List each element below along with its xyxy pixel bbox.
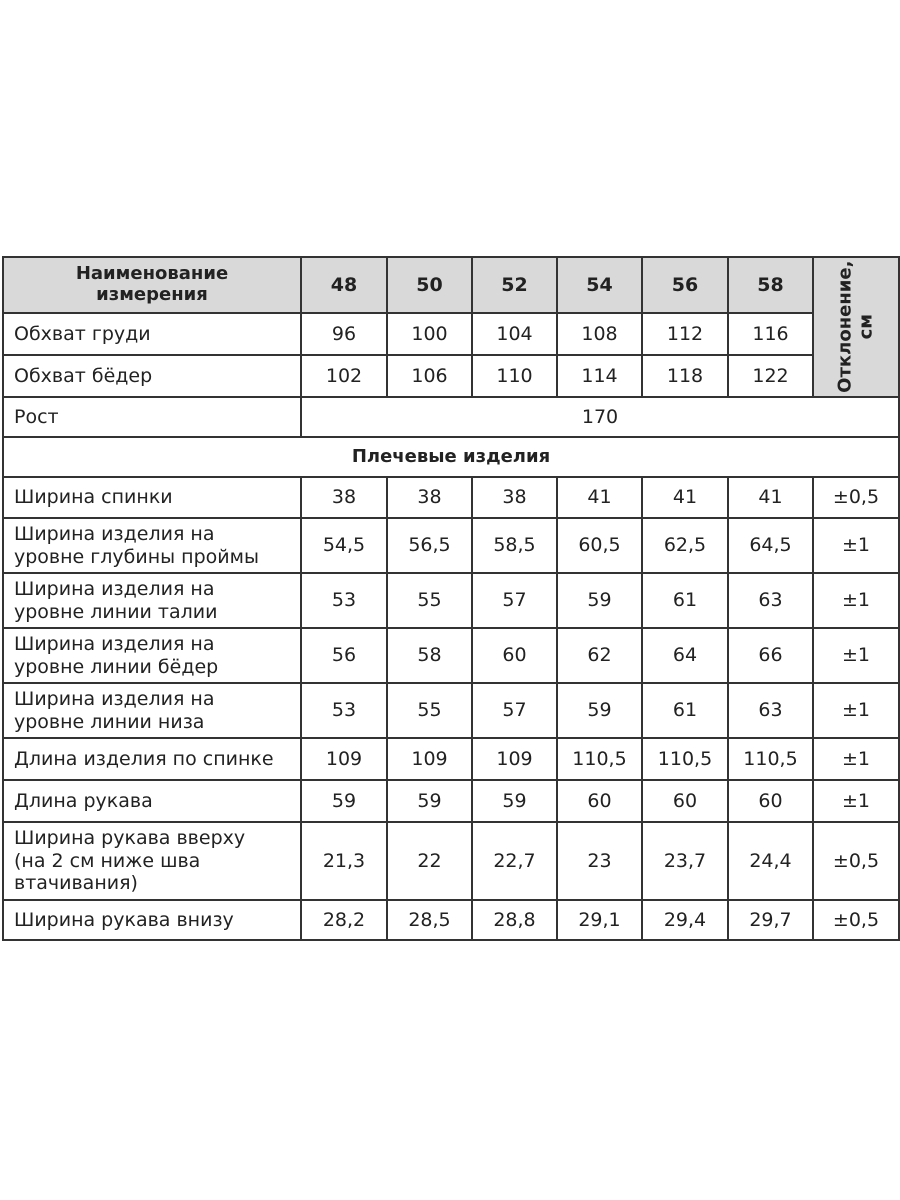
row-label [3, 477, 301, 518]
cell-value: 64 [642, 628, 728, 683]
cell-value: 62,5 [642, 518, 728, 573]
row-label-line: Ширина спинки [14, 486, 173, 509]
row-label [3, 780, 301, 822]
cell-value: 29,4 [642, 900, 728, 940]
row-label-line: Ширина изделия на [14, 577, 215, 600]
measurement-rows [3, 477, 899, 940]
cell-value: 63 [728, 683, 813, 738]
row-label [3, 738, 301, 780]
cell-value: 56,5 [387, 518, 472, 573]
cell-value: 21,3 [301, 822, 387, 900]
table-row [3, 683, 899, 738]
deviation-value: ±1 [813, 683, 899, 738]
table-row [3, 355, 899, 397]
cell-value: 109 [387, 738, 472, 780]
row-label [3, 628, 301, 683]
cell-value: 96 [301, 313, 387, 355]
cell-value: 60 [472, 628, 557, 683]
cell-value: 22 [387, 822, 472, 900]
table-row [3, 822, 899, 900]
cell-value: 53 [301, 573, 387, 628]
cell-value: 118 [642, 355, 728, 397]
cell-value: 22,7 [472, 822, 557, 900]
cell-value: 23 [557, 822, 642, 900]
cell-value: 53 [301, 683, 387, 738]
size-header-48: 48 [301, 257, 387, 313]
cell-value: 60 [557, 780, 642, 822]
cell-value: 104 [472, 313, 557, 355]
cell-value: 58,5 [472, 518, 557, 573]
cell-value: 110,5 [728, 738, 813, 780]
cell-value: 60 [728, 780, 813, 822]
cell-value: 24,4 [728, 822, 813, 900]
row-label [3, 683, 301, 738]
cell-value: 60 [642, 780, 728, 822]
cell-value: 110,5 [557, 738, 642, 780]
row-label [3, 518, 301, 573]
cell-value: 64,5 [728, 518, 813, 573]
size-header-52: 52 [472, 257, 557, 313]
row-label [3, 573, 301, 628]
cell-value: 61 [642, 683, 728, 738]
cell-value: 109 [472, 738, 557, 780]
cell-value: 61 [642, 573, 728, 628]
row-label-line: Длина рукава [14, 789, 153, 812]
cell-value: 62 [557, 628, 642, 683]
section-title: Плечевые изделия [3, 437, 899, 477]
cell-value: 54,5 [301, 518, 387, 573]
cell-value: 55 [387, 683, 472, 738]
table-row [3, 628, 899, 683]
table-row [3, 738, 899, 780]
cell-value: 59 [472, 780, 557, 822]
row-label [3, 900, 301, 940]
cell-value: 59 [301, 780, 387, 822]
cell-value: 29,7 [728, 900, 813, 940]
cell-value: 57 [472, 683, 557, 738]
size-chart-table [2, 256, 900, 941]
cell-value: 116 [728, 313, 813, 355]
row-label: Обхват бёдер [3, 355, 301, 397]
cell-value: 109 [301, 738, 387, 780]
cell-value: 38 [472, 477, 557, 518]
cell-value: 59 [387, 780, 472, 822]
measurement-name-header-line1: Наименование [75, 263, 229, 285]
cell-value: 106 [387, 355, 472, 397]
deviation-value: ±1 [813, 628, 899, 683]
header-row [3, 257, 899, 313]
cell-value: 112 [642, 313, 728, 355]
cell-value: 108 [557, 313, 642, 355]
table-row [3, 477, 899, 518]
deviation-value: ±1 [813, 780, 899, 822]
row-label-line: (на 2 см ниже шва [14, 849, 201, 872]
size-header-50: 50 [387, 257, 472, 313]
cell-value: 63 [728, 573, 813, 628]
cell-value: 23,7 [642, 822, 728, 900]
row-label-line: уровне линии талии [14, 600, 218, 623]
cell-value: 66 [728, 628, 813, 683]
section-row [3, 437, 899, 477]
deviation-header-line1: Отклонение, [834, 260, 856, 394]
cell-value: 38 [387, 477, 472, 518]
cell-value: 56 [301, 628, 387, 683]
cell-value: 28,8 [472, 900, 557, 940]
table-row [3, 518, 899, 573]
size-header-58: 58 [728, 257, 813, 313]
cell-value: 102 [301, 355, 387, 397]
table-row [3, 313, 899, 355]
table-row [3, 780, 899, 822]
row-label [3, 822, 301, 900]
deviation-value: ±1 [813, 738, 899, 780]
row-label-line: Ширина рукава внизу [14, 908, 234, 931]
cell-value: 41 [642, 477, 728, 518]
row-label: Рост [3, 397, 301, 437]
cell-value: 38 [301, 477, 387, 518]
deviation-header [813, 257, 899, 397]
row-label-line: Длина изделия по спинке [14, 747, 274, 770]
size-header-56: 56 [642, 257, 728, 313]
cell-value: 59 [557, 573, 642, 628]
cell-value: 28,2 [301, 900, 387, 940]
deviation-value: ±0,5 [813, 900, 899, 940]
row-label-line: Ширина изделия на [14, 687, 215, 710]
cell-value: 100 [387, 313, 472, 355]
measurement-name-header-line2: измерения [96, 284, 208, 305]
measurement-name-header [3, 257, 301, 313]
table-row [3, 573, 899, 628]
deviation-value: ±0,5 [813, 477, 899, 518]
row-label-line: Ширина рукава вверху [14, 826, 246, 849]
row-label: Обхват груди [3, 313, 301, 355]
row-label-line: втачивания) [14, 872, 138, 895]
cell-value: 41 [728, 477, 813, 518]
cell-value: 114 [557, 355, 642, 397]
row-label-line: Ширина изделия на [14, 632, 215, 655]
deviation-header-line2: см [855, 314, 876, 340]
height-row [3, 397, 899, 437]
cell-value: 28,5 [387, 900, 472, 940]
row-label-line: уровне глубины проймы [14, 545, 259, 568]
row-label-line: уровне линии низа [14, 710, 205, 733]
row-label-line: уровне линии бёдер [14, 655, 219, 678]
deviation-value: ±1 [813, 518, 899, 573]
deviation-value: ±0,5 [813, 822, 899, 900]
row-label-line: Ширина изделия на [14, 522, 215, 545]
cell-value: 110 [472, 355, 557, 397]
cell-value: 110,5 [642, 738, 728, 780]
cell-value: 122 [728, 355, 813, 397]
cell-value: 58 [387, 628, 472, 683]
table-row [3, 900, 899, 940]
cell-value: 29,1 [557, 900, 642, 940]
cell-value: 57 [472, 573, 557, 628]
cell-value: 59 [557, 683, 642, 738]
size-header-54: 54 [557, 257, 642, 313]
cell-value: 60,5 [557, 518, 642, 573]
cell-value: 41 [557, 477, 642, 518]
deviation-value: ±1 [813, 573, 899, 628]
cell-value: 55 [387, 573, 472, 628]
height-value: 170 [301, 397, 899, 437]
